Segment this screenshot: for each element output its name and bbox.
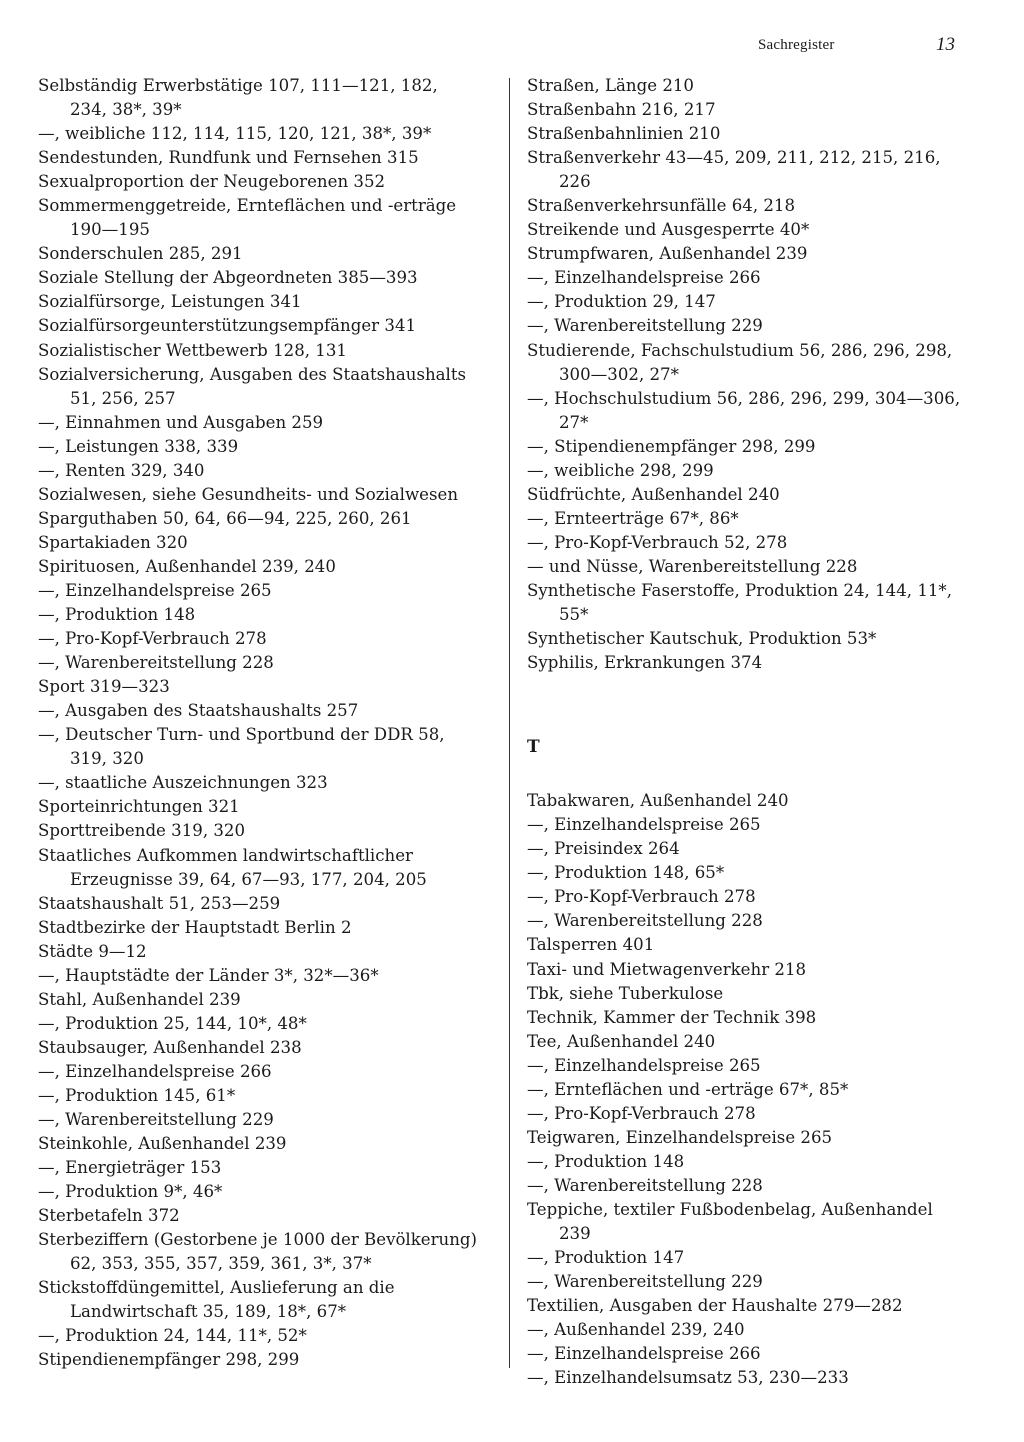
index-entry: —, Produktion 145, 61*	[38, 1085, 236, 1105]
index-entry: —, weibliche 112, 114, 115, 120, 121, 38*, 39*	[38, 124, 432, 144]
index-entry: Sport 319—323	[38, 677, 170, 697]
index-entry: Staatliches Aufkommen landwirtschaftlicher Erzeugnisse 39, 64, 67—93, 177, 204, 205	[38, 845, 427, 889]
index-entry: Streikende und Ausgesperrte 40*	[527, 220, 810, 240]
index-entry: Stickstoffdüngemittel, Auslieferung an die Landwirtschaft 35, 189, 18*, 67*	[38, 1278, 395, 1322]
index-entry: —, Produktion 29, 147	[527, 292, 716, 312]
index-entry: —, weibliche 298, 299	[527, 460, 714, 480]
index-entry: —, Produktion 148	[527, 1151, 685, 1171]
index-entry: —, Warenbereitstellung 229	[527, 316, 763, 336]
index-entry: Spartakiaden 320	[38, 532, 188, 552]
index-entry: Selbständig Erwerbstätige 107, 111—121, 182, 234, 38*, 39*	[38, 76, 438, 120]
index-entry: —, Pro-Kopf-Verbrauch 278	[527, 1103, 756, 1123]
index-entry: Sporttreibende 319, 320	[38, 821, 246, 841]
index-entry: Staubsauger, Außenhandel 238	[38, 1037, 302, 1057]
index-entry: —, Produktion 148	[38, 605, 196, 625]
index-entry: —, Produktion 24, 144, 11*, 52*	[38, 1326, 307, 1346]
index-entry: —, Einzelhandelspreise 266	[38, 1061, 272, 1081]
index-entry: Syphilis, Erkrankungen 374	[527, 653, 763, 673]
index-entry: —, Außenhandel 239, 240	[527, 1320, 745, 1340]
index-entry: Sendestunden, Rundfunk und Fernsehen 315	[38, 148, 419, 168]
index-entry: —, Einzelhandelspreise 265	[527, 815, 761, 835]
index-entry: —, Energieträger 153	[38, 1158, 222, 1178]
index-entry: — und Nüsse, Warenbereitstellung 228	[527, 556, 858, 576]
index-entry: Sozialfürsorgeunterstützungsempfänger 341	[38, 316, 417, 336]
index-entry: —, Pro-Kopf-Verbrauch 278	[527, 887, 756, 907]
index-entry: —, Einzelhandelsumsatz 53, 230—233	[527, 1368, 849, 1388]
index-entry: Sporteinrichtungen 321	[38, 797, 240, 817]
index-entry: —, Leistungen 338, 339	[38, 436, 239, 456]
index-entry: —, Produktion 148, 65*	[527, 863, 725, 883]
index-entry: —, Ernteflächen und -erträge 67*, 85*	[527, 1079, 849, 1099]
index-entry: Tabakwaren, Außenhandel 240	[527, 791, 789, 811]
index-entry: —, Einzelhandelspreise 266	[527, 1344, 761, 1364]
index-column-right	[527, 74, 967, 1390]
index-entry: —, Pro-Kopf-Verbrauch 52, 278	[527, 532, 788, 552]
index-entry: —, Warenbereitstellung 229	[38, 1110, 274, 1130]
index-entry: —, Warenbereitstellung 228	[527, 911, 763, 931]
index-entry: Studierende, Fachschulstudium 56, 286, 296, 298, 300—302, 27*	[527, 340, 953, 384]
index-column-left	[38, 74, 478, 1373]
index-entry: Synthetischer Kautschuk, Produktion 53*	[527, 629, 877, 649]
index-entry: —, Warenbereitstellung 229	[527, 1272, 763, 1292]
index-entry: Staatshaushalt 51, 253—259	[38, 893, 281, 913]
index-group-t	[527, 789, 967, 1390]
index-entry: Strumpfwaren, Außenhandel 239	[527, 244, 808, 264]
index-entry: Talsperren 401	[527, 935, 655, 955]
index-entry: Sozialistischer Wettbewerb 128, 131	[38, 340, 347, 360]
index-entry: Soziale Stellung der Abgeordneten 385—393	[38, 268, 418, 288]
section-letter-heading: T	[527, 737, 540, 758]
index-entry: Südfrüchte, Außenhandel 240	[527, 484, 780, 504]
index-entry: —, Stipendienempfänger 298, 299	[527, 436, 816, 456]
index-entry: Steinkohle, Außenhandel 239	[38, 1134, 287, 1154]
index-entry: Teppiche, textiler Fußbodenbelag, Außenhandel 239	[527, 1199, 933, 1244]
index-entry: —, Produktion 25, 144, 10*, 48*	[38, 1013, 307, 1033]
index-entry: Synthetische Faserstoffe, Produktion 24, 144, 11*, 55*	[527, 580, 953, 625]
index-entry: —, Warenbereitstellung 228	[38, 653, 274, 673]
index-entry: Taxi- und Mietwagenverkehr 218	[527, 959, 807, 979]
index-entry: —, Deutscher Turn- und Sportbund der DDR 58, 319, 320	[38, 725, 445, 769]
index-entry: —, Warenbereitstellung 228	[527, 1175, 763, 1195]
index-entry: Straßenbahnlinien 210	[527, 124, 721, 144]
index-entry: —, Einzelhandelspreise 265	[527, 1055, 761, 1075]
index-entry: —, Produktion 9*, 46*	[38, 1182, 223, 1202]
index-entry: Sozialfürsorge, Leistungen 341	[38, 292, 302, 312]
index-entry: —, Einnahmen und Ausgaben 259	[38, 412, 324, 432]
index-entry: Sexualproportion der Neugeborenen 352	[38, 172, 386, 192]
index-entry: —, Ausgaben des Staatshaushalts 257	[38, 701, 359, 721]
index-entry: Textilien, Ausgaben der Haushalte 279—282	[527, 1296, 903, 1316]
index-entry: Sozialversicherung, Ausgaben des Staatshaushalts 51, 256, 257	[38, 364, 467, 408]
index-entry: Sterbeziffern (Gestorbene je 1000 der Bevölkerung) 62, 353, 355, 357, 359, 361, 3*, 37*	[38, 1230, 478, 1274]
index-entry: Tee, Außenhandel 240	[527, 1031, 716, 1051]
index-entry: —, Preisindex 264	[527, 839, 680, 859]
index-entry: Spirituosen, Außenhandel 239, 240	[38, 556, 336, 576]
index-entry: —, Einzelhandelspreise 266	[527, 268, 761, 288]
index-entry: Straßenverkehrsunfälle 64, 218	[527, 196, 796, 216]
index-entry: Sommermenggetreide, Ernteflächen und -erträge 190—195	[38, 196, 457, 240]
index-entry: Sozialwesen, siehe Gesundheits- und Sozialwesen	[38, 484, 459, 504]
index-entry: Tbk, siehe Tuberkulose	[527, 983, 724, 1003]
index-entry: —, Einzelhandelspreise 265	[38, 580, 272, 600]
running-header-label: Sachregister	[758, 37, 835, 53]
index-entry: —, Hauptstädte der Länder 3*, 32*—36*	[38, 965, 379, 985]
index-entry: Stadtbezirke der Hauptstadt Berlin 2	[38, 917, 352, 937]
index-entry: —, Pro-Kopf-Verbrauch 278	[38, 629, 267, 649]
column-divider	[509, 78, 510, 1368]
index-entry: Stahl, Außenhandel 239	[38, 989, 241, 1009]
index-entry: Sterbetafeln 372	[38, 1206, 180, 1226]
index-entry: Straßen, Länge 210	[527, 76, 694, 95]
index-entry: Stipendienempfänger 298, 299	[38, 1350, 300, 1370]
index-entry: Straßenverkehr 43—45, 209, 211, 212, 215, 216, 226	[527, 148, 941, 192]
index-group-s	[527, 74, 967, 675]
index-entry: Technik, Kammer der Technik 398	[527, 1007, 817, 1027]
index-entry: —, staatliche Auszeichnungen 323	[38, 773, 328, 793]
index-entry: —, Ernteerträge 67*, 86*	[527, 508, 739, 528]
index-entry: —, Renten 329, 340	[38, 460, 205, 480]
index-entry: —, Produktion 147	[527, 1248, 685, 1268]
page-number: 13	[936, 34, 955, 55]
index-entry: Städte 9—12	[38, 941, 147, 961]
index-entry: Sonderschulen 285, 291	[38, 244, 243, 264]
index-entry: Straßenbahn 216, 217	[527, 100, 716, 120]
index-entry: Teigwaren, Einzelhandelspreise 265	[527, 1127, 833, 1147]
index-entry: —, Hochschulstudium 56, 286, 296, 299, 304—306, 27*	[527, 388, 961, 432]
index-entry: Sparguthaben 50, 64, 66—94, 225, 260, 261	[38, 508, 412, 528]
